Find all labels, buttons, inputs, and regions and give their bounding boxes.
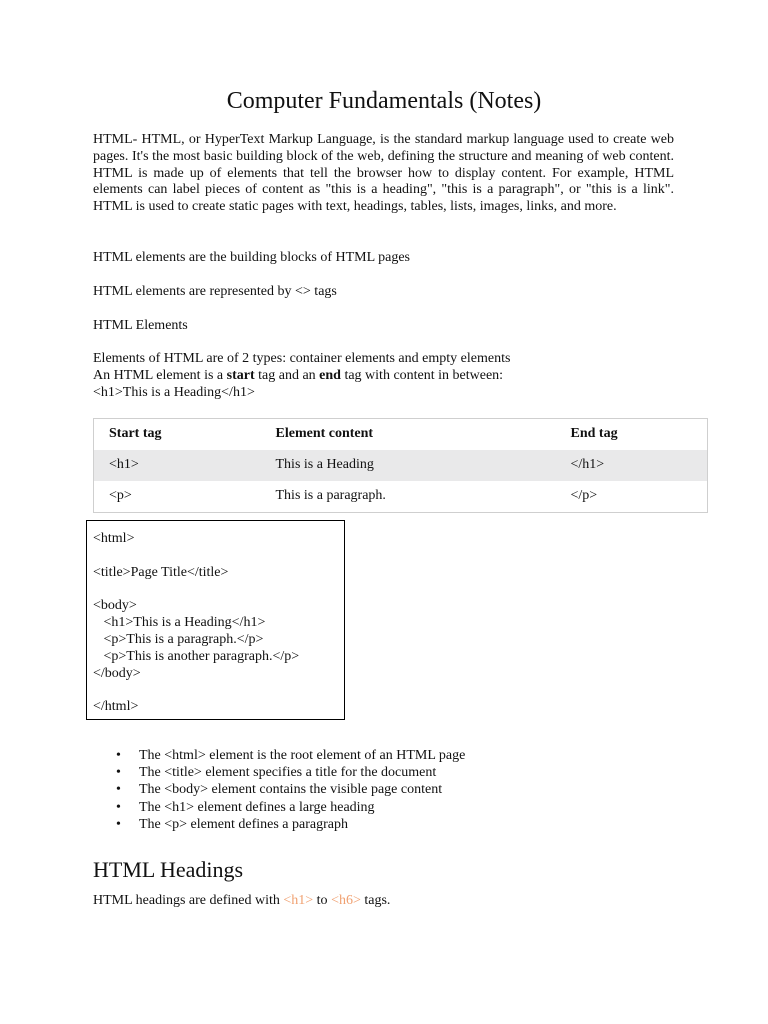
description-text: HTML headings are defined with: [93, 893, 284, 908]
list-item-text: The <h1> element defines a large heading: [139, 799, 375, 815]
code-example-box: [86, 520, 345, 720]
list-item: [93, 782, 465, 799]
start-word: start: [226, 368, 255, 383]
description-text: to: [313, 893, 332, 908]
definition-text: An HTML element is a: [93, 368, 227, 383]
bullet-icon: •: [116, 765, 121, 781]
code-line: <p>This is another paragraph.</p>: [93, 649, 300, 664]
section-heading: HTML Headings: [93, 857, 244, 882]
table-cell: <h1>: [94, 450, 261, 481]
html-elements-label: HTML Elements: [93, 318, 188, 333]
list-item: [93, 800, 465, 817]
table-header-row: [94, 419, 708, 451]
element-types-line: Elements of HTML are of 2 types: container elements and empty elements: [93, 351, 511, 366]
code-line: <body>: [93, 598, 137, 613]
list-item: [93, 748, 465, 765]
example-heading-line: <h1>This is a Heading</h1>: [93, 385, 255, 400]
represented-line: HTML elements are represented by <> tags: [93, 284, 337, 299]
definition-text: tag with content in between:: [340, 368, 504, 383]
element-table: [93, 418, 708, 513]
code-line: <html>: [93, 531, 135, 546]
list-item: [93, 817, 465, 834]
element-notes-list: [93, 748, 465, 834]
code-line: </body>: [93, 666, 141, 681]
intro-paragraph: HTML- HTML, or HyperText Markup Language, is the standard markup language used to create web pages. It's the most basic building block of the web, defining the structure and meaning of web content. HTML is made up of elements that tell the browser how to display content. For example, HTML elements can label pieces of content as "this is a heading", "this is a paragraph", or "this is a link". HTML is used to create static pages with text, headings, tables, lists, images, links, and more.: [93, 132, 674, 215]
bullet-icon: •: [116, 748, 121, 763]
h1-tag-text: <h1>: [283, 893, 314, 908]
bullet-icon: •: [116, 799, 121, 815]
table-cell: This is a paragraph.: [275, 488, 386, 504]
bullet-icon: •: [116, 816, 121, 832]
code-line: </html>: [93, 699, 139, 714]
table-row: [94, 450, 708, 481]
table-header: Element content: [275, 426, 374, 442]
table-cell: </h1>: [556, 450, 708, 481]
code-line: <p>This is a paragraph.</p>: [93, 632, 264, 647]
table-row: [94, 481, 708, 513]
headings-description: [93, 893, 390, 910]
table-cell: <p>: [109, 488, 132, 504]
list-item: [93, 765, 465, 782]
table-cell: This is a Heading: [261, 450, 556, 481]
table-header: Start tag: [109, 426, 162, 442]
bullet-icon: •: [116, 782, 121, 798]
list-item-text: The <body> element contains the visible page content: [139, 782, 443, 798]
list-item-text: The <p> element defines a paragraph: [139, 816, 348, 832]
table-header: End tag: [570, 426, 618, 442]
code-line: <title>Page Title</title>: [93, 565, 229, 580]
element-definition-line: [93, 368, 503, 385]
h6-tag-text: <h6>: [331, 893, 361, 908]
list-item-text: The <title> element specifies a title for the document: [139, 765, 437, 781]
code-line: <h1>This is a Heading</h1>: [93, 615, 266, 630]
page-title: Computer Fundamentals (Notes): [226, 88, 542, 114]
description-text: tags.: [360, 893, 391, 908]
table-cell: </p>: [570, 488, 598, 504]
definition-text: tag and an: [254, 368, 320, 383]
end-word: end: [319, 368, 341, 383]
building-blocks-line: HTML elements are the building blocks of HTML pages: [93, 250, 410, 265]
list-item-text: The <html> element is the root element of an HTML page: [139, 748, 466, 763]
